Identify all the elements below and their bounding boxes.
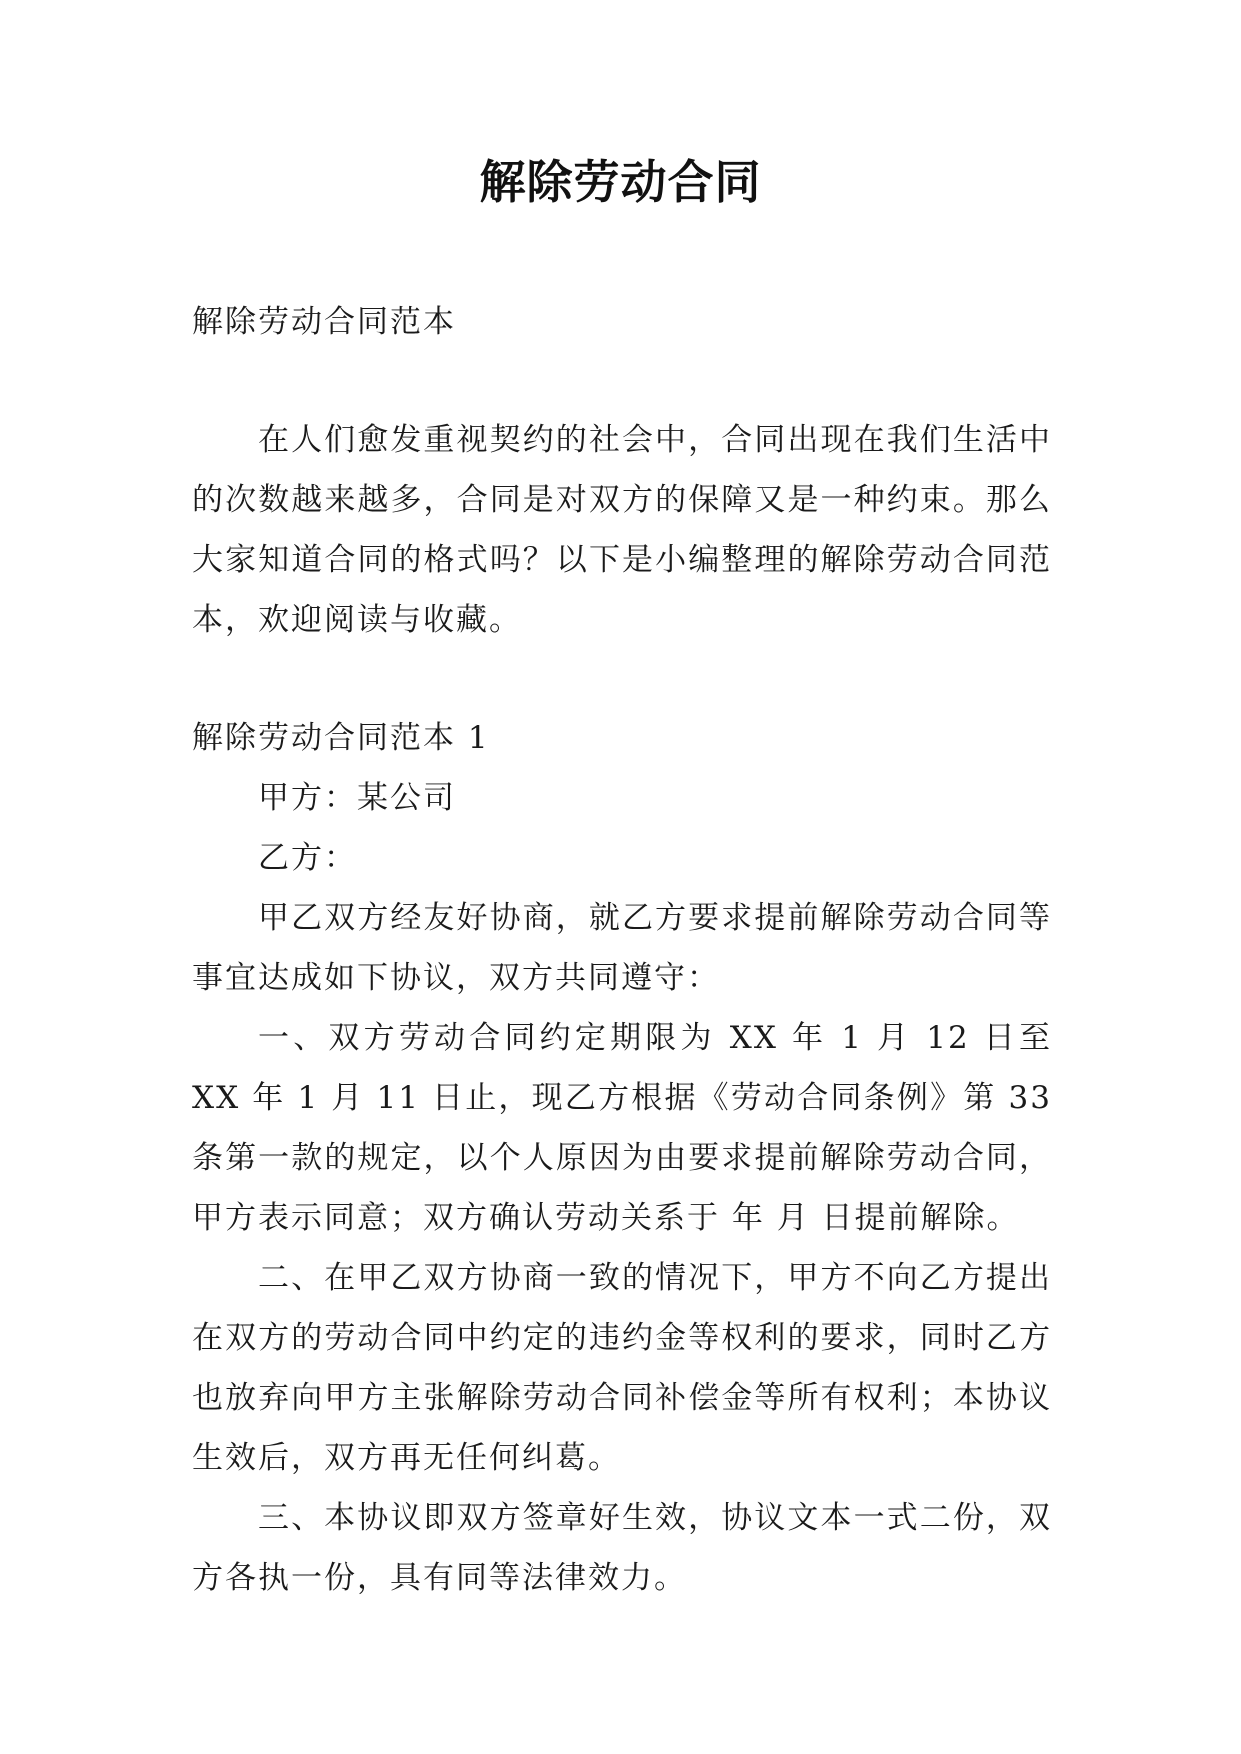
- clause-1-paragraph: 一、双方劳动合同约定期限为 XX 年 1 月 12 日至 XX 年 1 月 11 日止，现乙方根据《劳动合同条例》第 33 条第一款的规定，以个人原因为由要求提前解除劳动合同，甲方表示同意；双方确认劳动关系于 年 月 日提前解除。: [192, 1020, 1052, 1236]
- document-body: [192, 292, 1052, 1608]
- intro-paragraph: 在人们愈发重视契约的社会中，合同出现在我们生活中的次数越来越多，合同是对双方的保障又是一种约束。那么大家知道合同的格式吗？以下是小编整理的解除劳动合同范本，欢迎阅读与收藏。: [192, 422, 1052, 638]
- agreement-paragraph: 甲乙双方经友好协商，就乙方要求提前解除劳动合同等事宜达成如下协议，双方共同遵守：: [192, 900, 1052, 996]
- clause-3-paragraph: 三、本协议即双方签章好生效，协议文本一式二份，双方各执一份，具有同等法律效力。: [192, 1500, 1052, 1596]
- party-a-line: 甲方：某公司: [258, 780, 456, 816]
- section-heading: 解除劳动合同范本 1: [192, 720, 490, 756]
- document-title: 解除劳动合同: [479, 155, 762, 209]
- document-subtitle: 解除劳动合同范本: [192, 304, 456, 340]
- party-b-line: 乙方：: [258, 840, 357, 876]
- clause-2-paragraph: 二、在甲乙双方协商一致的情况下，甲方不向乙方提出在双方的劳动合同中约定的违约金等权利的要求，同时乙方也放弃向甲方主张解除劳动合同补偿金等所有权利；本协议生效后，双方再无任何纠葛。: [192, 1260, 1052, 1476]
